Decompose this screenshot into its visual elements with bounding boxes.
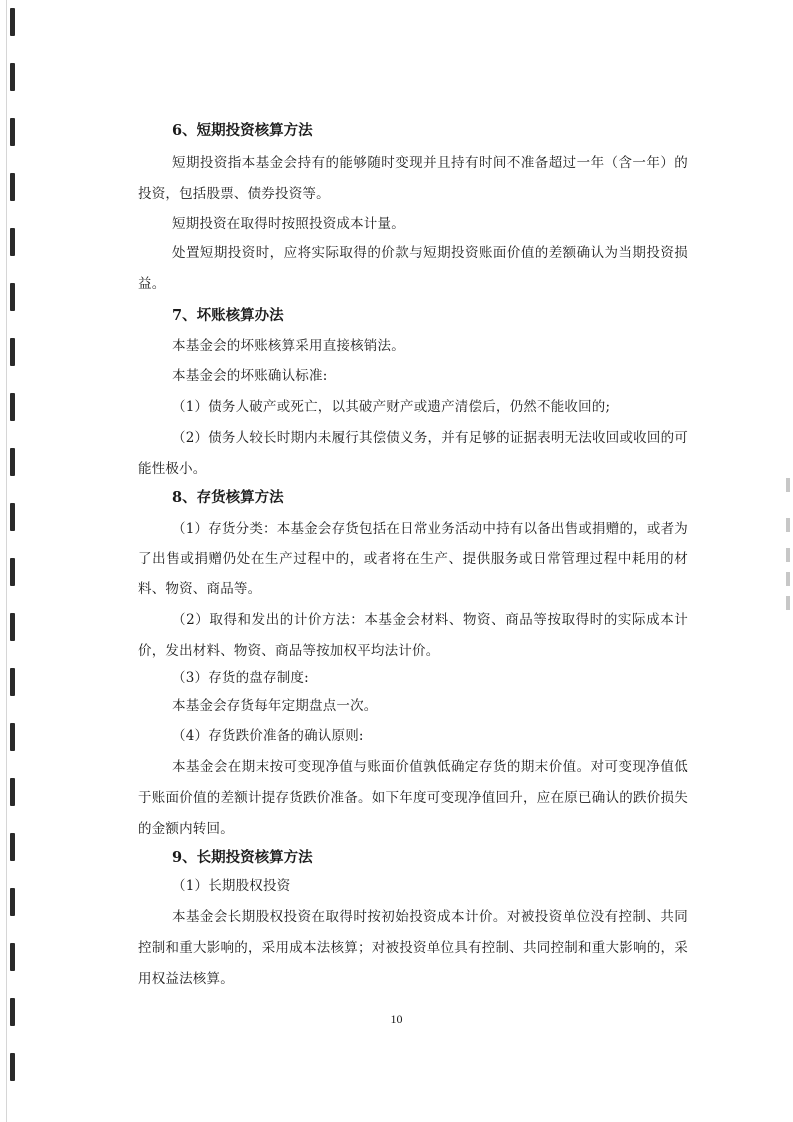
paragraph	[138, 361, 688, 392]
scan-mark	[786, 596, 790, 610]
paragraph-text: （2）取得和发出的计价方法：本基金会材料、物资、商品等按取得时的实际成本计价，发出材料、物资、商品等按加权平均法计价。	[138, 612, 688, 659]
binder-hole	[10, 8, 15, 36]
paragraph-text: （1）存货分类：本基金会存货包括在日常业务活动中持有以备出售或捐赠的，或者为了出售或捐赠仍处在生产过程中的，或者将在生产、提供服务或日常管理过程中耗用的材料、物资、商品等。	[138, 521, 688, 597]
paragraph	[138, 331, 688, 362]
paragraph	[138, 209, 688, 240]
binder-hole	[10, 503, 15, 531]
paragraph-text: 处置短期投资时，应将实际取得的价款与短期投资账面价值的差额确认为当期投资损益。	[138, 245, 688, 292]
section-6-heading	[138, 120, 688, 142]
paragraph	[138, 605, 688, 667]
paragraph-text: 本基金会在期末按可变现净值与账面价值孰低确定存货的期末价值。对可变现净值低于账面价值的差额计提存货跌价准备。如下年度可变现净值回升，应在原已确认的跌价损失的金额内转回。	[138, 759, 688, 837]
scan-mark	[786, 572, 790, 586]
section-heading: 7、坏账核算办法	[172, 307, 284, 324]
binder-edge	[6, 0, 7, 1122]
paragraph	[138, 752, 688, 845]
paragraph	[138, 691, 688, 722]
paragraph-text: 本基金会的坏账核算采用直接核销法。	[172, 338, 405, 354]
section-8-heading	[138, 487, 688, 509]
paragraph	[138, 238, 688, 300]
binder-hole	[10, 668, 15, 696]
paragraph-text: （3）存货的盘存制度:	[172, 670, 309, 686]
paragraph-text: 本基金会的坏账确认标准:	[172, 368, 328, 384]
binder-hole	[10, 63, 15, 91]
paragraph-text: （1）长期股权投资	[172, 878, 291, 894]
binder-hole	[10, 118, 15, 146]
paragraph	[138, 423, 688, 485]
section-9-heading	[138, 847, 688, 869]
binder-hole	[10, 943, 15, 971]
paragraph	[138, 392, 688, 423]
binder-hole	[10, 173, 15, 201]
paragraph-text: 本基金会存货每年定期盘点一次。	[172, 698, 378, 714]
paragraph	[138, 663, 688, 694]
binder-hole	[10, 283, 15, 311]
paragraph-text: 短期投资在取得时按照投资成本计量。	[172, 216, 405, 232]
binder-hole	[10, 228, 15, 256]
binder-hole	[10, 888, 15, 916]
binder-hole	[10, 723, 15, 751]
binder-hole	[10, 448, 15, 476]
section-7-heading	[138, 305, 688, 327]
scan-mark	[786, 548, 790, 562]
paragraph	[138, 148, 688, 210]
binder-hole	[10, 1053, 15, 1081]
paragraph-text: （2）债务人较长时期内未履行其偿债义务，并有足够的证据表明无法收回或收回的可能性极小。	[138, 430, 688, 477]
scan-mark	[786, 478, 790, 492]
page-number: 10	[390, 1012, 403, 1026]
paragraph-text: （4）存货跌价准备的确认原则:	[172, 728, 364, 744]
paragraph	[138, 871, 688, 902]
binder-hole	[10, 558, 15, 586]
binder-hole	[10, 338, 15, 366]
binder-strip	[4, 0, 22, 1122]
paragraph	[138, 902, 688, 995]
paragraph-text: 本基金会长期股权投资在取得时按初始投资成本计价。对被投资单位没有控制、共同控制和重大影响的，采用成本法核算；对被投资单位具有控制、共同控制和重大影响的，采用权益法核算。	[138, 909, 688, 987]
section-heading: 6、短期投资核算方法	[172, 122, 313, 139]
binder-hole	[10, 613, 15, 641]
binder-hole	[10, 393, 15, 421]
paragraph	[138, 514, 688, 604]
section-heading: 8、存货核算方法	[172, 489, 284, 506]
scan-mark	[786, 518, 790, 532]
section-heading: 9、长期投资核算方法	[172, 849, 313, 866]
binder-hole	[10, 778, 15, 806]
paragraph	[138, 721, 688, 752]
binder-hole	[10, 833, 15, 861]
paragraph-text: 短期投资指本基金会持有的能够随时变现并且持有时间不准备超过一年（含一年）的投资，包括股票、债券投资等。	[138, 155, 688, 202]
paragraph-text: （1）债务人破产或死亡，以其破产财产或遗产清偿后，仍然不能收回的;	[172, 399, 611, 415]
